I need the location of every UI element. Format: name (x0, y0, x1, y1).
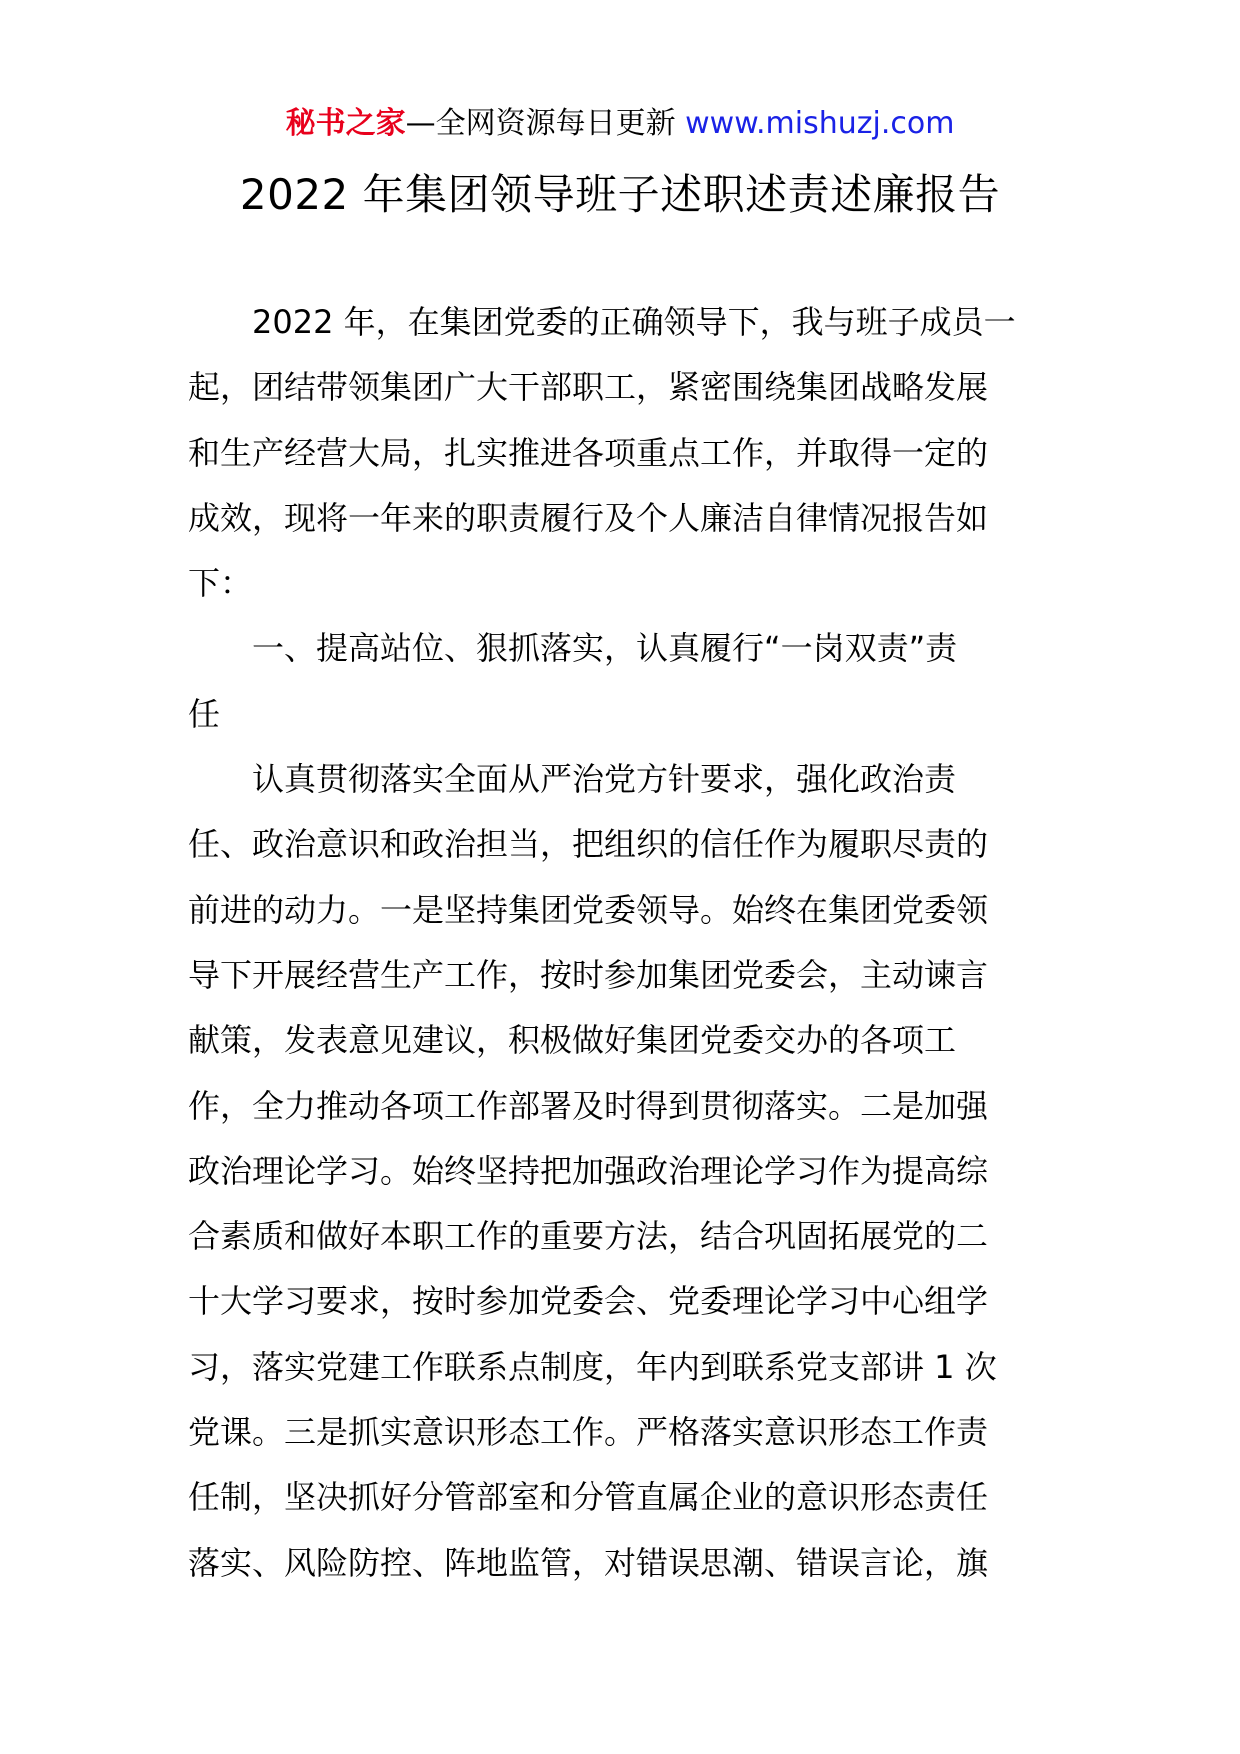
document-title: 2022 年集团领导班子述职述责述廉报告 (239, 170, 1001, 219)
body-line: 落实、风险防控、阵地监管，对错误思潮、错误言论，旗 (188, 1543, 989, 1582)
section-heading-line: 任 (188, 694, 221, 733)
body-line: 政治理论学习。始终坚持把加强政治理论学习作为提高综 (188, 1151, 989, 1190)
body-line: 和生产经营大局，扎实推进各项重点工作，并取得一定的 (188, 433, 989, 472)
body-line: 起，团结带领集团广大干部职工，紧密围绕集团战略发展 (188, 368, 989, 407)
body-line: 成效，现将一年来的职责履行及个人廉洁自律情况报告如 (188, 498, 989, 537)
body-line: 十大学习要求，按时参加党委会、党委理论学习中心组学 (188, 1282, 989, 1321)
body-line: 导下开展经营生产工作，按时参加集团党委会，主动谏言 (188, 955, 989, 994)
body-line: 任制，坚决抓好分管部室和分管直属企业的意识形态责任 (188, 1478, 989, 1517)
body-line: 认真贯彻落实全面从严治党方针要求，强化政治责 (188, 760, 957, 799)
body-line: 党课。三是抓实意识形态工作。严格落实意识形态工作责 (188, 1413, 989, 1452)
brand-name: 秘书之家 (285, 106, 406, 141)
body-line: 2022 年，在集团党委的正确领导下，我与班子成员一 (188, 303, 1016, 341)
document-body (188, 290, 1058, 1596)
body-line: 习，落实党建工作联系点制度，年内到联系党支部讲 1 次 (188, 1347, 997, 1386)
body-line: 合素质和做好本职工作的重要方法，结合巩固拓展党的二 (188, 1217, 989, 1256)
body-line: 下： (188, 564, 253, 603)
body-line: 作，全力推动各项工作部署及时得到贯彻落实。二是加强 (188, 1086, 989, 1125)
section-heading-line: 一、提高站位、狠抓落实，认真履行“一岗双责”责 (188, 629, 958, 668)
header-tagline: —全网资源每日更新 (405, 106, 676, 141)
body-line: 任、政治意识和政治担当，把组织的信任作为履职尽责的 (188, 825, 989, 864)
site-url-link[interactable]: www.mishuzj.com (685, 106, 955, 141)
body-line: 前进的动力。一是坚持集团党委领导。始终在集团党委领 (188, 890, 989, 929)
body-line: 献策，发表意见建议，积极做好集团党委交办的各项工 (188, 1021, 957, 1060)
site-header (0, 98, 1240, 150)
